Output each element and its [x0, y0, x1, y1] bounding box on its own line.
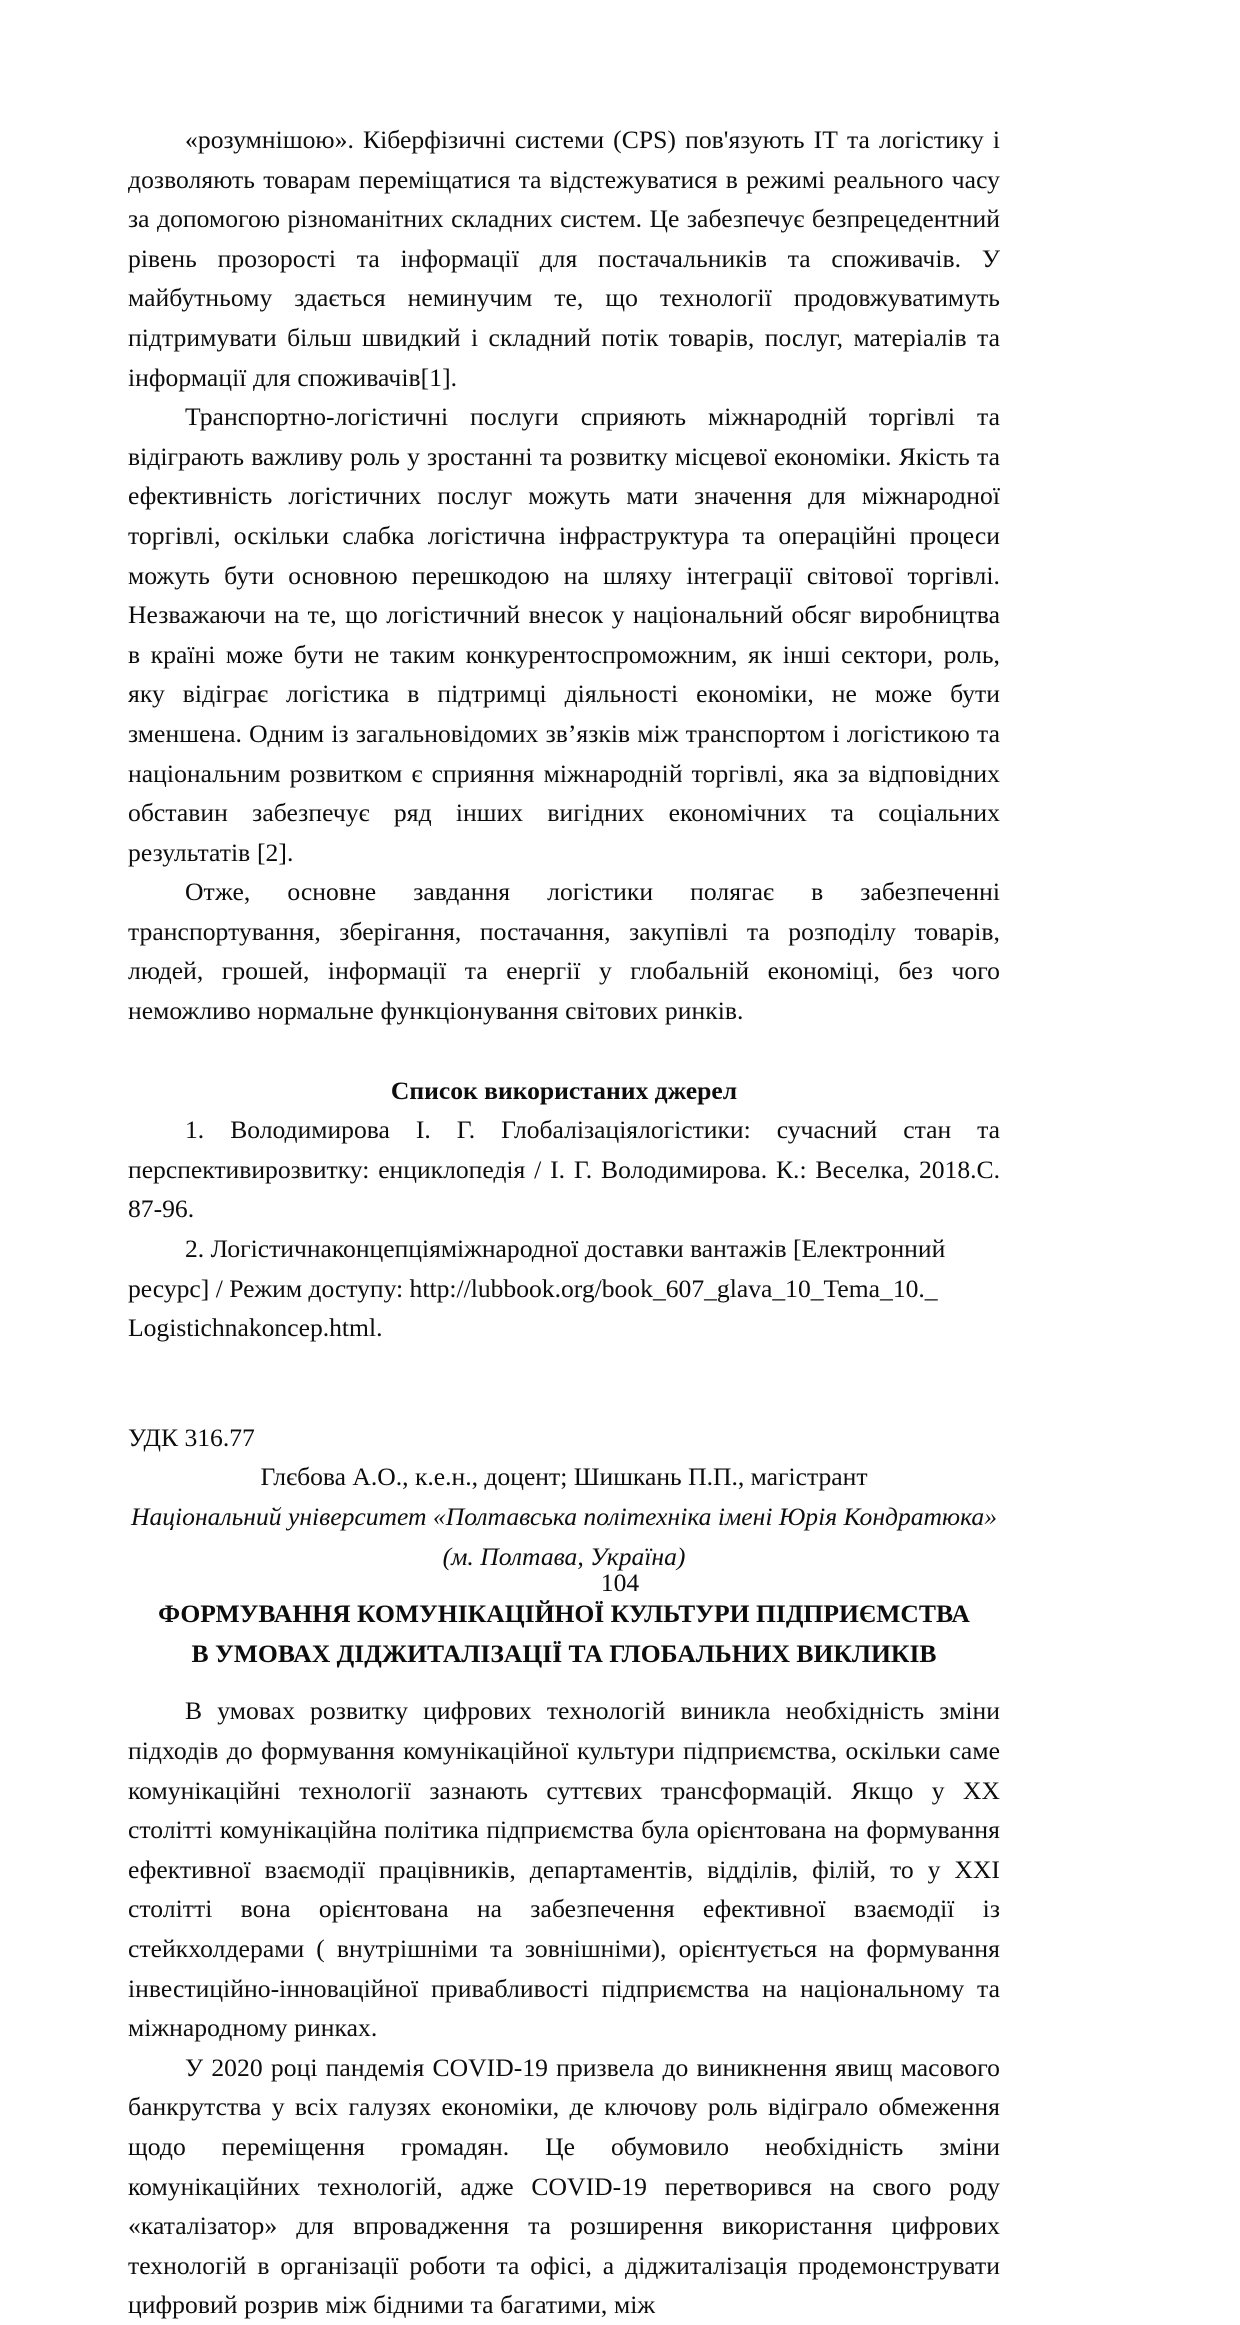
reference-item-1: 1. Володимирова І. Г. Глобалізаціялогістики: сучасний стан та перспективирозвитку: енциклопедія / І. Г. Володимирова. К.: Веселка, 2018.С. 87-96. — [128, 1115, 1000, 1224]
body-paragraph-1: «розумнішою». Кіберфізичні системи (CPS) пов'язують ІТ та логістику і дозволяють товарам переміщатися та відстежуватися в режимі реального часу за допомогою різноманітних складних систем. Це забезпечує безпрецедентний рівень прозорості та інформації для постачальників та споживачів. У майбутньому здається неминучим те, що технології продовжуватимуть підтримувати більш швидкий і складний потік товарів, послуг, матеріалів та інформації для споживачів[1]. — [128, 125, 1000, 392]
body-paragraph-2: Транспортно-логістичні послуги сприяють міжнародній торгівлі та відіграють важливу роль у зростанні та розвитку місцевої економіки. Якість та ефективність логістичних послуг можуть мати значення для міжнародної торгівлі, оскільки слабка логістична інфраструктура та операційні процеси можуть бути основною перешкодою на шляху інтеграції світової торгівлі. Незважаючи на те, що логістичний внесок у національний обсяг виробництва в країні може бути не таким конкурентоспроможним, як інші сектори, роль, яку відіграє логістика в підтримці діяльності економіки, не може бути зменшена. Одним із загальновідомих зв’язків між транспортом і логістикою та національним розвитком є сприяння міжнародній торгівлі, яка за відповідних обставин забезпечує ряд інших вигідних економічних та соціальних результатів [2]. — [128, 402, 1000, 867]
article-paragraph-1: В умовах розвитку цифрових технологій виникла необхідність зміни підходів до формування комунікаційної культури підприємства, оскільки саме комунікаційні технології зазнають суттєвих трансформацій. Якщо у XX столітті комунікаційна політика підприємства була орієнтована на формування ефективної взаємодії працівників, департаментів, відділів, філій, то у XXI столітті вона орієнтована на забезпечення ефективної взаємодії із стейкхолдерами ( внутрішніми та зовнішніми), орієнтується на формування інвестиційно-інноваційної привабливості підприємства на національному та міжнародному ринках. — [128, 1696, 1000, 2043]
article-city: (м. Полтава, Україна) — [442, 1541, 686, 1571]
references-heading: Список використаних джерел — [390, 1075, 738, 1105]
article-authors: Глєбова А.О., к.е.н., доцент; Шишкань П.П., магістрант — [260, 1462, 868, 1492]
body-paragraph-3: Отже, основне завдання логістики полягає в забезпеченні транспортування, зберігання, постачання, закупівлі та розподілу товарів, людей, грошей, інформації та енергії у глобальній економіці, без чого неможливо нормальне функціонування світових ринків. — [128, 877, 1000, 1026]
spacer-before-references — [128, 1031, 1000, 1071]
article-title: ФОРМУВАННЯ КОМУНІКАЦІЙНОЇ КУЛЬТУРИ ПІДПРИЄМСТВА В УМОВАХ ДІДЖИТАЛІЗАЦІЇ ТА ГЛОБАЛЬНИХ ВИКЛИКІВ — [158, 1599, 970, 1668]
article-affiliation: Національний університет «Полтавська політехніка імені Юрія Кондратюка» — [130, 1502, 998, 1531]
page-number: 104 — [600, 1568, 640, 1597]
article-paragraph-2: У 2020 році пандемія COVID-19 призвела до виникнення явищ масового банкрутства у всіх галузях економіки, де ключову роль відіграло обмеження щодо переміщення громадян. Це обумовило необхідність зміни комунікаційних технологій, адже COVID-19 перетворився на свого роду «каталізатор» для впровадження та розширення використання цифрових технологій в організації роботи та офісі, а діджиталізація продемонструвати цифровий розрив між бідними та багатими, між — [128, 2052, 1000, 2320]
udk-code: УДК 316.77 — [128, 1422, 255, 1452]
spacer-after-title — [128, 1673, 1000, 1691]
spacer-before-article — [128, 1348, 1000, 1418]
page-content-column — [128, 120, 1000, 2325]
reference-item-2: 2. Логістичнаконцепціяміжнародної доставки вантажів [Електронний ресурс] / Режим доступу: http://lubbook.org/book_607_glava_10_Tema_10._ Logistichnakoncep.html. — [128, 1234, 946, 1343]
